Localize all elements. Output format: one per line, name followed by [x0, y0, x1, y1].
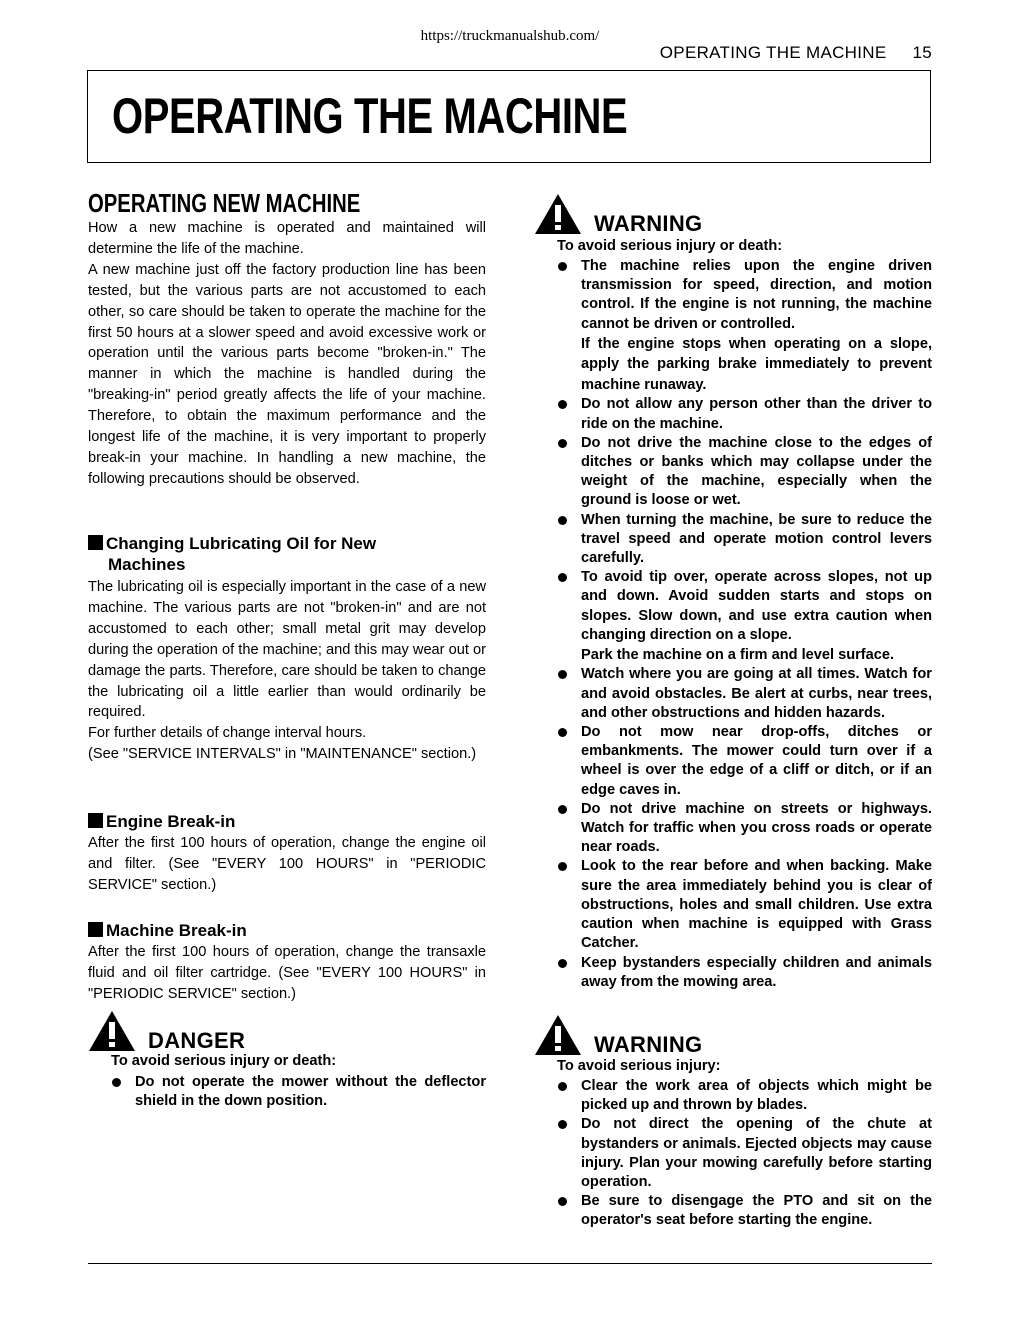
- list-item: The machine relies upon the engine driven transmission for speed, direction, and motion control. If the engine is not running, the machine cannot be driven or controlled. If the engine stops when operating on a slope, apply the parking brake immediately to prevent machine runaway.: [557, 257, 932, 395]
- warning-label: WARNING: [594, 1032, 703, 1057]
- section-title: OPERATING NEW MACHINE: [88, 188, 361, 218]
- warning-lead: To avoid serious injury or death:: [557, 238, 783, 254]
- danger-label: DANGER: [148, 1028, 246, 1053]
- list-item: Be sure to disengage the PTO and sit on the operator's seat before starting the engine.: [557, 1192, 932, 1230]
- machine-paragraph: After the first 100 hours of operation, change the transaxle fluid and oil filter cartridge. (See "EVERY 100 HOURS" in "PERIODIC SERVICE" section.): [88, 944, 486, 1002]
- square-bullet-icon: [88, 922, 103, 937]
- source-url: https://truckmanualshub.com/: [420, 28, 600, 44]
- footer-rule: [88, 1263, 932, 1264]
- square-bullet-icon: [88, 535, 103, 550]
- machine-section: [88, 920, 486, 1005]
- intro-text: [88, 218, 486, 490]
- warning-triangle-icon: [534, 193, 582, 235]
- engine-section: [88, 811, 486, 896]
- warning-header: [534, 193, 932, 236]
- page-number: 15: [912, 43, 932, 62]
- machine-heading: Machine Break-in: [88, 920, 486, 941]
- running-title: OPERATING THE MACHINE: [659, 43, 887, 62]
- page-title-box: [87, 70, 931, 163]
- list-item: To avoid tip over, operate across slopes, not up and down. Avoid sudden starts and stops on slopes. Slow down, and use extra caution when changing direction on a slope. Park the machine on a firm and level surface.: [557, 568, 932, 665]
- page-title: OPERATING THE MACHINE: [112, 88, 628, 144]
- engine-heading: Engine Break-in: [88, 811, 486, 832]
- intro-paragraph: A new machine just off the factory production line has been tested, but the various parts are not accustomed to each other, so care should be taken to operate the machine for the first 50 hours at a slower speed and avoid excessive work or operation until the various parts become "broken-in." The manner in which the machine is handled during the "breaking-in" period greatly affects the life of your machine. Therefore, to obtain the maximum performance and the longest life of the machine, it is very important to properly break-in your machine. In handling a new machine, the following precautions should be observed.: [88, 261, 486, 487]
- intro-paragraph: How a new machine is operated and maintained will determine the life of the machine.: [88, 220, 486, 257]
- list-item: When turning the machine, be sure to reduce the travel speed and operate motion control levers carefully.: [557, 511, 932, 569]
- list-item: Look to the rear before and when backing. Make sure the area immediately behind you is clear of obstructions, holes and small children. Use extra caution when machine is equipped with Grass Catcher.: [557, 857, 932, 953]
- lube-paragraph: The lubricating oil is especially important in the case of a new machine. The various parts are not "broken-in" and are not accustomed to each other; small metal grit may develop during the operation of the machine; and this may wear out or damage the parts. Therefore, care should be taken to change the lubricating oil a little earlier than would ordinarily be required.: [88, 579, 486, 721]
- list-item: Watch where you are going at all times. Watch for and avoid obstacles. Be alert at curbs, near trees, and other obstructions and hidden hazards.: [557, 665, 932, 723]
- warning-label: WARNING: [594, 211, 703, 236]
- danger-header: [88, 1010, 486, 1053]
- lube-heading: Changing Lubricating Oil for New Machines: [88, 533, 486, 575]
- list-item: Do not drive the machine close to the edges of ditches or banks which may collapse under the weight of the machine, especially when the ground is loose or wet.: [557, 434, 932, 511]
- list-item: Do not mow near drop-offs, ditches or embankments. The mower could turn over if a wheel is over the edge of a cliff or ditch, or if an edge caves in.: [557, 723, 932, 800]
- danger-lead: To avoid serious injury or death:: [111, 1053, 337, 1069]
- warning-body: [557, 1058, 932, 1231]
- danger-list: [111, 1073, 486, 1111]
- warning-lead: To avoid serious injury:: [557, 1058, 721, 1074]
- square-bullet-icon: [88, 813, 103, 828]
- list-item: Keep bystanders especially children and animals away from the mowing area.: [557, 954, 932, 992]
- list-item: Do not drive machine on streets or highways. Watch for traffic when you cross roads or operate near roads.: [557, 800, 932, 858]
- lube-paragraph: For further details of change interval hours.: [88, 725, 367, 742]
- danger-body: [111, 1053, 486, 1111]
- warning-triangle-icon: [88, 1010, 136, 1052]
- running-header: [660, 43, 932, 63]
- lube-section: [88, 533, 486, 765]
- list-item: Do not direct the opening of the chute at bystanders or animals. Ejected objects may cause injury. Plan your mowing carefully before starting operation.: [557, 1115, 932, 1192]
- list-item: Do not allow any person other than the driver to ride on the machine.: [557, 395, 932, 433]
- warning-header: [534, 1014, 932, 1057]
- warning-body: [557, 238, 932, 992]
- warning-triangle-icon: [534, 1014, 582, 1056]
- warning-list: [557, 257, 932, 992]
- warning-list: [557, 1077, 932, 1231]
- list-item: Do not operate the mower without the deflector shield in the down position.: [111, 1073, 486, 1111]
- list-item: Clear the work area of objects which might be picked up and thrown by blades.: [557, 1077, 932, 1115]
- lube-paragraph: (See "SERVICE INTERVALS" in "MAINTENANCE" section.): [88, 746, 477, 763]
- engine-paragraph: After the first 100 hours of operation, change the engine oil and filter. (See "EVERY 100 HOURS" in "PERIODIC SERVICE" section.): [88, 835, 486, 893]
